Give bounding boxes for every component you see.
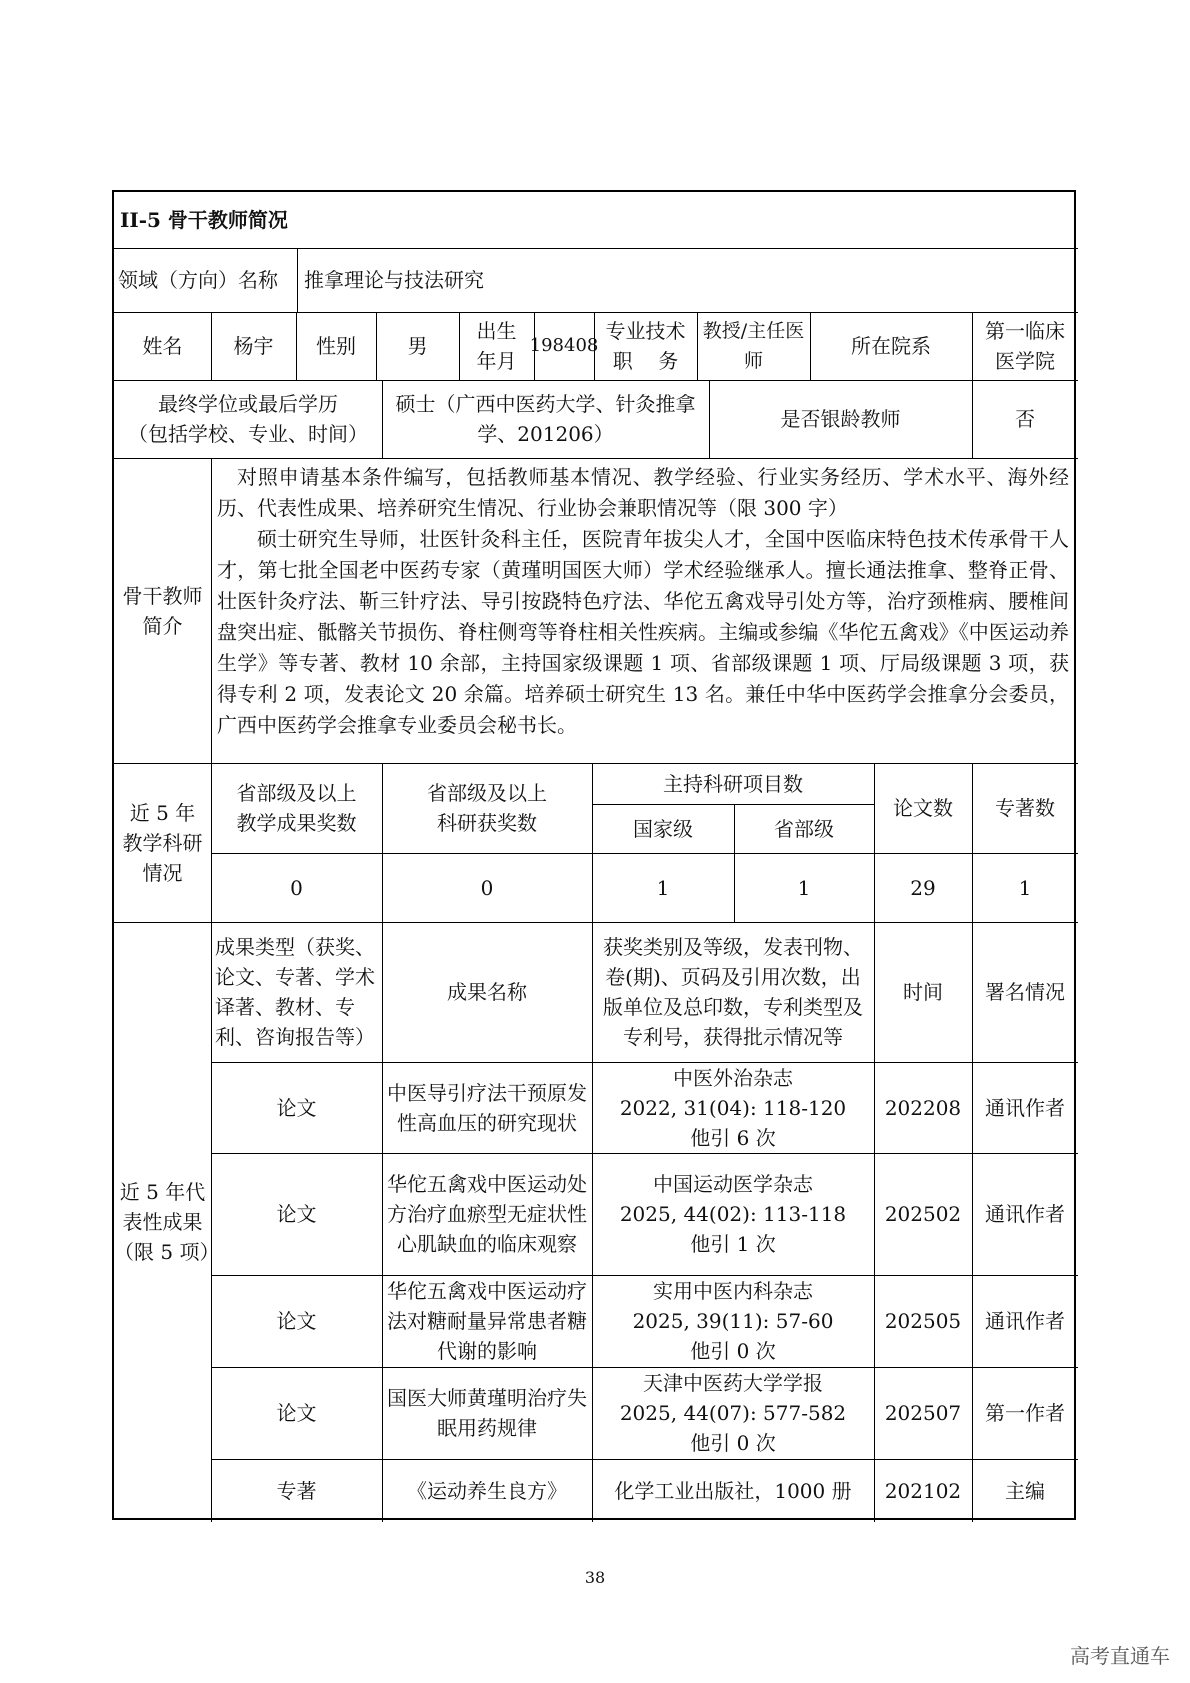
silver-teacher-label: 是否银龄教师 (780, 407, 901, 431)
gender-label: 性别 (316, 334, 356, 358)
intro-body: 硕士研究生导师，壮医针灸科主任，医院青年拔尖人才，全国中医临床特色技术传承骨干人才，第七批全国老中医药专家（黄瑾明国医大师）学术经验继承人。擅长通法推拿、整脊正骨、壮医针灸疗法、靳三针疗法、导引按跷特色疗法、华佗五禽戏导引处方等，治疗颈椎病、腰椎间盘突出症、骶髂关节损伤、脊柱侧弯等脊柱相关性疾病。主编或参编《华佗五禽戏》《中医运动养生学》等专著、教材 10 余部，主持国家级课题 1 项、省部级课题 1 项、厅局级课题 3 项，获得专利 2 项，发表论文 20 余篇。培养硕士研究生 13 名。兼任中华中医药学会推拿分会委员，广西中医药学会推拿专业委员会秘书长。 (217, 527, 1069, 737)
ach-detail: 中医外治杂志 2022, 31(04): 118-120 他引 6 次 (619, 1065, 847, 1150)
birth-label: 出生 年月 (476, 319, 517, 373)
page-number: 38 (584, 1568, 606, 1587)
provincial-header: 省部级 (774, 816, 834, 841)
title-value: 教授/主任医师 (702, 320, 805, 372)
degree-value: 硕士（广西中医药大学、针灸推拿 学、201206） (395, 392, 696, 446)
ach-type: 论文 (276, 1309, 317, 1333)
gender-value: 男 (407, 334, 428, 358)
silver-teacher-value: 否 (1015, 407, 1035, 431)
ach-sign: 通讯作者 (985, 1202, 1065, 1226)
watermark: 高考直通车 (1070, 1644, 1170, 1668)
ach-name: 《运动养生良方》 (407, 1478, 567, 1503)
ach-type-header: 成果类型（获奖、论文、专著、学术译著、教材、专利、咨询报告等） (215, 935, 375, 1049)
ach-detail: 中国运动医学杂志 2025, 44(02): 113-118 他引 1 次 (619, 1172, 847, 1256)
ach-detail: 天津中医药大学学报 2025, 44(07): 577-582 他引 0 次 (619, 1371, 847, 1455)
college-value: 第一临床 医学院 (985, 319, 1065, 373)
birth-value: 198408 (529, 335, 599, 356)
sci-award-value: 0 (480, 875, 494, 900)
intro-text (217, 462, 1069, 741)
ach-time-header: 时间 (903, 980, 943, 1004)
ach-sign: 通讯作者 (985, 1309, 1065, 1333)
papers-value: 29 (910, 875, 936, 900)
ach-time: 202102 (884, 1478, 962, 1503)
intro-label: 骨干教师 简介 (122, 583, 203, 638)
ach-name: 华佗五禽戏中医运动疗法对糖耐量异常患者糖代谢的影响 (387, 1279, 587, 1363)
ach-type: 论文 (276, 1401, 317, 1425)
ach-name: 国医大师黄瑾明治疗失眠用药规律 (387, 1386, 587, 1440)
teacher-profile-table (112, 190, 1076, 1520)
ach-sign-header: 署名情况 (985, 980, 1065, 1004)
ach-sign: 通讯作者 (985, 1095, 1065, 1120)
papers-header: 论文数 (893, 796, 953, 820)
national-value: 1 (656, 875, 670, 900)
achievements-label: 近 5 年代 表性成果 （限 5 项） (114, 1180, 220, 1264)
research-label: 近 5 年 教学科研 情况 (122, 800, 203, 885)
projects-header: 主持科研项目数 (663, 771, 803, 796)
college-label: 所在院系 (851, 334, 931, 358)
ach-name: 华佗五禽戏中医运动处方治疗血瘀型无症状性心肌缺血的临床观察 (387, 1172, 587, 1256)
ach-time: 202208 (884, 1095, 962, 1120)
ach-time: 202502 (884, 1202, 962, 1226)
teaching-award-value: 0 (290, 875, 303, 900)
name-label: 姓名 (142, 334, 183, 358)
ach-time: 202507 (884, 1401, 962, 1425)
ach-sign: 主编 (1005, 1478, 1045, 1503)
ach-name-header: 成果名称 (447, 980, 527, 1004)
ach-type: 论文 (276, 1202, 317, 1226)
national-header: 国家级 (633, 816, 693, 841)
field-value: 推拿理论与技法研究 (304, 268, 484, 292)
ach-detail-header: 获奖类别及等级，发表刊物、卷(期)、页码及引用次数，出版单位及总印数，专利类型及专利号，获得批示情况等 (603, 935, 863, 1049)
ach-detail: 实用中医内科杂志 2025, 39(11): 57-60 他引 0 次 (632, 1279, 834, 1363)
provincial-value: 1 (797, 875, 811, 900)
ach-type: 论文 (276, 1095, 317, 1120)
ach-detail: 化学工业出版社，1000 册 (614, 1478, 852, 1503)
field-label: 领域（方向）名称 (118, 268, 278, 292)
title-label: 专业技术 职 务 (605, 319, 686, 373)
books-value: 1 (1018, 875, 1032, 900)
section-title: II-5 骨干教师简况 (120, 208, 288, 232)
books-header: 专著数 (995, 796, 1055, 820)
sci-award-header: 省部级及以上 科研获奖数 (427, 781, 547, 835)
name-value: 杨宇 (233, 334, 274, 358)
ach-name: 中医导引疗法干预原发性高血压的研究现状 (387, 1080, 587, 1135)
ach-sign: 第一作者 (985, 1401, 1065, 1425)
ach-type: 专著 (276, 1478, 317, 1503)
degree-label: 最终学位或最后学历 （包括学校、专业、时间） (128, 392, 368, 446)
intro-instruction: 对照申请基本条件编写，包括教师基本情况、教学经验、行业实务经历、学术水平、海外经历、代表性成果、培养研究生情况、行业协会兼职情况等（限 300 字） (217, 465, 1069, 520)
teaching-award-header: 省部级及以上 教学成果奖数 (236, 781, 357, 835)
ach-time: 202505 (884, 1309, 962, 1333)
